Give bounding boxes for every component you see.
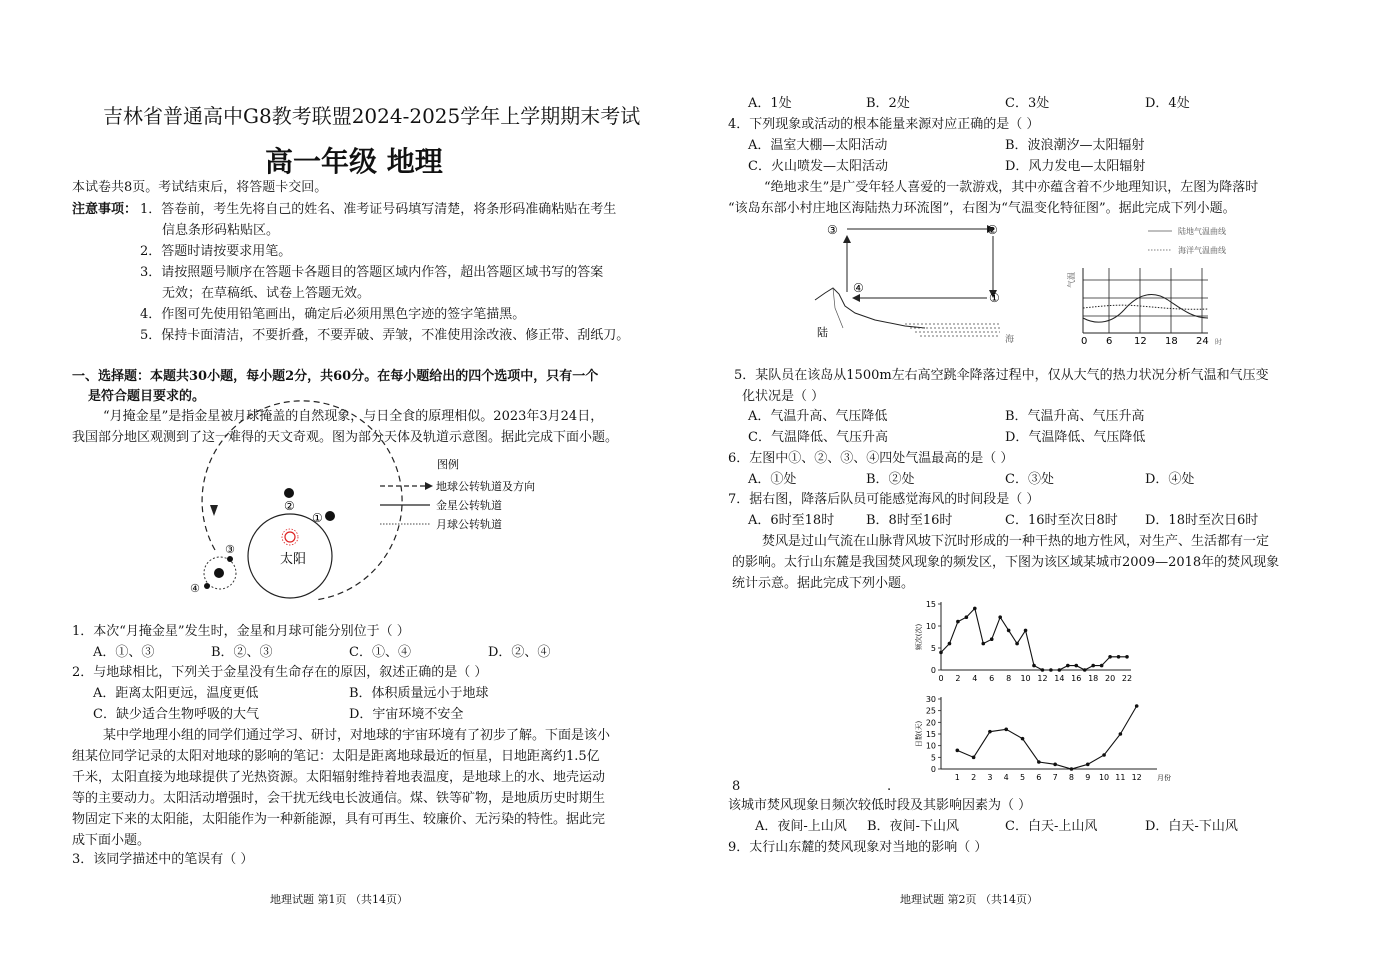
x-tick-label: 9 <box>1085 773 1091 782</box>
x-tick-label: 12 <box>1131 773 1142 782</box>
intro-text: 本试卷共8页。考试结束后，将答题卡交回。 <box>72 180 328 195</box>
y-tick-label: 20 <box>925 718 936 728</box>
exam-title: 吉林省普通高中G8教考联盟2024-2025学年上学期期末考试 <box>103 104 641 128</box>
note-4: 4．作图可先使用铅笔画出，确定后必须用黑色字迹的签字笔描黑。 <box>140 307 526 322</box>
question-9: 9．太行山东麓的焚风现象对当地的影响（ ） <box>728 840 988 855</box>
data-point <box>956 620 960 624</box>
data-point <box>1024 629 1028 633</box>
passage-2-line-3: 千米，太阳直接为地球提供了光热资源。太阳辐射维持着地表温度，是地球上的水、地壳运动 <box>72 770 606 785</box>
sun-label: 太阳 <box>280 552 307 567</box>
data-point <box>939 651 943 655</box>
legend-item-2: 金星公转轨道 <box>436 499 502 512</box>
passage-4-line-1: 焚风是过山气流在山脉背风坡下沉时形成的一种干热的地方性风，对生产、生活都有一定 <box>762 534 1270 549</box>
q2-option-a: A．距离太阳更远，温度更低 <box>93 686 259 701</box>
q8-option-d: D．白天-下山风 <box>1145 819 1238 834</box>
circ-marker-2: ② <box>987 223 998 237</box>
q5-option-d: D．气温降低、气压降低 <box>1005 430 1146 445</box>
temp-xtick-18: 18 <box>1165 336 1178 347</box>
question-3: 3．该同学描述中的笔误有（ ） <box>72 852 254 867</box>
question-5: 5．某队员在该岛从1500m左右高空跳伞降落过程中，仅从大气的热力状况分析气温和气压变 <box>734 368 1269 383</box>
temp-xtick-0: 0 <box>1081 336 1088 347</box>
legend-item-1: 地球公转轨道及方向 <box>436 480 535 493</box>
data-point <box>1125 655 1129 659</box>
q5-option-a: A．气温升高、气压降低 <box>748 409 888 424</box>
q2-option-b: B．体积质量远小于地球 <box>349 686 489 701</box>
question-7: 7．据右图，降落后队员可能感觉海风的时间段是（ ） <box>728 492 1040 507</box>
note-1-cont: 信息条形码粘贴区。 <box>162 223 280 238</box>
data-point <box>972 756 976 760</box>
question-1: 1．本次“月掩金星”发生时，金星和月球可能分别位于（ ） <box>72 624 410 639</box>
data-point <box>998 615 1002 619</box>
y-tick-label: 25 <box>925 706 936 716</box>
arrow-left-icon <box>852 294 860 302</box>
circ-marker-3: ③ <box>827 223 838 237</box>
q1-option-d: D．②、④ <box>488 645 551 660</box>
question-6: 6．左图中①、②、③、④四处气温最高的是（ ） <box>728 451 1014 466</box>
data-point <box>956 749 960 753</box>
passage-2-line-6: 成下面小题。 <box>72 833 151 848</box>
q2-option-c: C．缺少适合生物呼吸的大气 <box>93 707 259 722</box>
passage-4-line-2: 的影响。太行山东麓是我国焚风现象的频发区，下图为该区域某城市2009—2018年的焚风现象 <box>732 555 1280 570</box>
data-point <box>1032 664 1036 668</box>
passage-4-line-3: 统计示意。据此完成下列小题。 <box>732 576 915 591</box>
q1-option-c: C．①、④ <box>349 645 411 660</box>
q1-option-a: A．①、③ <box>93 645 155 660</box>
venus-position-1 <box>325 511 335 521</box>
data-point <box>1108 655 1112 659</box>
data-point <box>1135 704 1139 708</box>
data-point <box>1102 753 1106 757</box>
q4-option-c: C．火山喷发—太阳活动 <box>748 159 888 174</box>
legend-arrow-icon <box>425 482 433 490</box>
data-point <box>1100 664 1104 668</box>
q7-option-d: D．18时至次日6时 <box>1145 513 1259 528</box>
arrow-up-icon <box>843 235 851 243</box>
x-tick-label: 12 <box>1037 674 1048 683</box>
q7-option-c: C．16时至次日8时 <box>1005 513 1118 528</box>
x-tick-label: 6 <box>1036 773 1042 782</box>
x-tick-label: 14 <box>1054 674 1065 683</box>
venus-position-2 <box>284 488 294 498</box>
y-tick-label: 10 <box>925 622 936 631</box>
x-tick-label: 18 <box>1088 674 1099 683</box>
data-point <box>1049 668 1053 672</box>
x-tick-label: 3 <box>987 773 993 782</box>
temp-xtick-24: 24 <box>1196 336 1209 347</box>
section-1-heading: 一、选择题：本题共30小题，每小题2分，共60分。在每小题给出的四个选项中，只有一个 <box>72 369 599 384</box>
x-tick-label: 0 <box>938 674 944 683</box>
sun-icon <box>285 532 295 542</box>
data-point <box>1037 760 1041 764</box>
passage-1-line-1: “月掩金星”是指金星被月球掩盖的自然现象，与日全食的原理相似。2023年3月24日， <box>103 409 604 424</box>
y-tick-label: 5 <box>930 644 936 653</box>
moon-position-3 <box>227 556 233 562</box>
question-5-cont: 化状况是（ ） <box>742 389 825 404</box>
note-5: 5．保持卡面清洁，不要折叠，不要弄破、弄皱，不准使用涂改液、修正带、刮纸刀。 <box>140 328 630 343</box>
orbit-diagram <box>180 450 580 610</box>
q5-option-b: B．气温升高、气压升高 <box>1005 409 1145 424</box>
q7-option-b: B．8时至16时 <box>866 513 953 528</box>
q8-number: 8 <box>732 779 741 794</box>
data-point <box>1004 728 1008 732</box>
data-point <box>1041 668 1045 672</box>
x-tick-label: 4 <box>972 674 978 683</box>
q8-option-b: B．夜间-下山风 <box>867 819 959 834</box>
data-point <box>1083 668 1087 672</box>
moon-position-4 <box>204 583 210 589</box>
data-point <box>1066 664 1070 668</box>
y-tick-label: 0 <box>930 765 936 774</box>
x-tick-label: 8 <box>1068 773 1075 782</box>
foehn-monthly-chart <box>914 695 1171 782</box>
q6-option-a: A．①处 <box>748 472 797 487</box>
data-point <box>1058 668 1062 672</box>
temp-legend-sea: 海洋气温曲线 <box>1178 246 1226 255</box>
y-tick-label: 30 <box>925 695 936 704</box>
passage-1-line-2: 我国部分地区观测到了这一难得的天文奇观。图为部分天体及轨道示意图。据此完成下面小题。 <box>72 430 619 445</box>
circ-marker-1: ① <box>989 291 1000 305</box>
series-line <box>957 706 1136 769</box>
y-tick-label: 5 <box>930 753 936 763</box>
thermal-circulation-diagram <box>815 218 1025 353</box>
q4-option-d: D．风力发电—太阳辐射 <box>1005 159 1146 174</box>
data-point <box>1091 664 1095 668</box>
series-line <box>941 608 1127 670</box>
notes-label: 注意事项： <box>72 202 138 217</box>
x-tick-label: 1 <box>954 773 960 782</box>
passage-2-line-2: 组某位同学记录的太阳对地球的影响的笔记：太阳是距离地球最近的恒星，日地距离约1.5亿 <box>72 749 600 764</box>
q1-option-b: B．②、③ <box>211 645 273 660</box>
foehn-charts <box>905 596 1171 786</box>
circ-marker-4: ④ <box>853 281 864 295</box>
x-tick-label: 11 <box>1115 773 1126 782</box>
q3-option-c: C．3处 <box>1005 96 1050 111</box>
q5-option-c: C．气温降低、气压升高 <box>748 430 888 445</box>
note-3: 3．请按照题号顺序在答题卡各题目的答题区域内作答，超出答题区域书写的答案 <box>140 265 604 280</box>
legend-item-3: 月球公转轨道 <box>436 518 502 531</box>
y-tick-label: 0 <box>930 666 936 675</box>
data-point <box>948 642 952 646</box>
question-2: 2．与地球相比，下列关于金星没有生命存在的原因，叙述正确的是（ ） <box>72 665 488 680</box>
data-point <box>990 637 994 641</box>
data-point <box>1117 655 1121 659</box>
x-tick-label: 6 <box>989 674 995 683</box>
x-tick-label: 2 <box>955 674 961 683</box>
temp-ylabel: 气温 <box>1067 272 1076 288</box>
passage-2-line-4: 等的主要动力。太阳活动增强时，会干扰无线电长波通信。煤、铁等矿物，是地质历史时期生 <box>72 791 606 806</box>
q8-dot: . <box>887 779 892 794</box>
marker-3: ③ <box>225 543 235 556</box>
land-temp-curve <box>1083 295 1208 323</box>
temp-xunit: 时 <box>1215 338 1222 346</box>
q4-option-b: B．波浪潮汐—太阳辐射 <box>1005 138 1145 153</box>
y-tick-label: 10 <box>925 741 936 751</box>
legend-title: 图例 <box>437 458 459 471</box>
temp-xtick-12: 12 <box>1134 336 1147 347</box>
q6-option-c: C．③处 <box>1005 472 1054 487</box>
data-point <box>1007 629 1011 633</box>
passage-3-line-1: “绝地求生”是广受年轻人喜爱的一款游戏，其中亦蕴含着不少地理知识，左图为降落时 <box>764 180 1259 195</box>
note-1: 1．答卷前，考生先将自己的姓名、准考证号码填写清楚，将条形码准确粘贴在考生 <box>140 202 617 217</box>
q8-option-a: A．夜间-上山风 <box>755 819 847 834</box>
marker-4: ④ <box>190 582 200 595</box>
x-tick-label: 5 <box>1019 773 1026 782</box>
temperature-chart <box>1068 218 1228 353</box>
x-tick-label: 16 <box>1071 674 1082 683</box>
sea-temp-curve <box>1083 305 1208 309</box>
x-tick-label: 10 <box>1020 674 1031 683</box>
x-tick-label: 8 <box>1006 674 1012 683</box>
data-point <box>1119 732 1123 736</box>
q3-option-a: A．1处 <box>748 96 792 111</box>
q6-option-b: B．②处 <box>866 472 915 487</box>
q6-option-d: D．④处 <box>1145 472 1195 487</box>
coastline <box>815 288 925 328</box>
x-tick-label: 20 <box>1104 674 1116 683</box>
x-tick-label: 7 <box>1052 773 1058 782</box>
y-axis-label: 频次(次) <box>915 623 923 651</box>
q8-option-c: C．白天-上山风 <box>1005 819 1098 834</box>
data-point <box>965 615 969 619</box>
earth-icon <box>214 568 224 578</box>
data-point <box>973 607 977 611</box>
page-2-footer: 地理试题 第2页 （共14页） <box>900 893 1038 906</box>
y-axis-label: 日数(天) <box>915 720 923 748</box>
question-4: 4．下列现象或活动的根本能量来源对应正确的是（ ） <box>728 117 1040 132</box>
data-point <box>1070 767 1074 771</box>
data-point <box>1053 763 1057 767</box>
q3-option-b: B．2处 <box>866 96 910 111</box>
note-2: 2．答题时请按要求用笔。 <box>140 244 292 259</box>
x-tick-label: 2 <box>971 773 977 782</box>
temp-legend-land: 陆地气温曲线 <box>1178 227 1226 236</box>
x-axis-label: 月份 <box>1157 774 1171 782</box>
land-label: 陆 <box>817 326 828 339</box>
q4-option-a: A．温室大棚—太阳活动 <box>748 138 888 153</box>
question-8: 该城市焚风现象日频次较低时段及其影响因素为（ ） <box>728 798 1032 813</box>
q3-option-d: D．4处 <box>1145 96 1190 111</box>
marker-1: ① <box>312 511 323 525</box>
earth-orbit-arrow-icon <box>210 505 218 516</box>
passage-3-line-2: “该岛东部小村庄地区海陆热力环流图”，右图为“气温变化特征图”。据此完成下列小题。 <box>728 201 1236 216</box>
section-1-heading-cont: 是符合题目要求的。 <box>88 389 206 404</box>
data-point <box>1074 664 1078 668</box>
marker-2: ② <box>284 499 295 513</box>
data-point <box>988 730 992 734</box>
x-tick-label: 10 <box>1098 773 1110 782</box>
y-tick-label: 15 <box>925 730 936 739</box>
temp-xtick-6: 6 <box>1106 336 1113 347</box>
data-point <box>981 642 985 646</box>
foehn-hourly-chart <box>914 600 1132 683</box>
exam-subtitle: 高一年级 地理 <box>265 145 443 178</box>
q2-option-d: D．宇宙环境不安全 <box>349 707 464 722</box>
data-point <box>1015 642 1019 646</box>
note-3-cont: 无效；在草稿纸、试卷上答题无效。 <box>162 286 371 301</box>
x-tick-label: 22 <box>1121 674 1133 683</box>
passage-2-line-5: 物固定下来的太阳能，太阳能作为一种新能源，具有可再生、较廉价、无污染的特性。据此完 <box>72 812 606 827</box>
x-tick-label: 4 <box>1003 773 1009 782</box>
passage-2-line-1: 某中学地理小组的同学们通过学习、研讨，对地球的宇宙环境有了初步了解。下面是该小 <box>103 728 611 743</box>
page-1-footer: 地理试题 第1页 （共14页） <box>270 893 408 906</box>
data-point <box>1086 763 1090 767</box>
y-tick-label: 15 <box>925 600 936 609</box>
sea-label: 海 <box>1005 335 1015 345</box>
q7-option-a: A．6时至18时 <box>748 513 835 528</box>
data-point <box>1021 737 1025 741</box>
